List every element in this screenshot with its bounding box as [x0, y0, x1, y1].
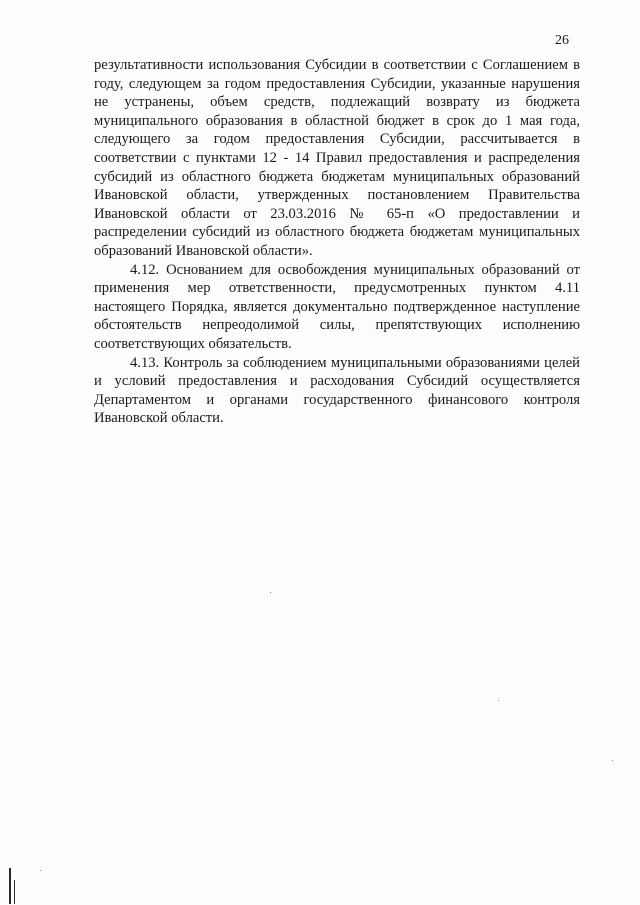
- paragraph-4-13: 4.13. Контроль за соблюдением муниципальными образованиями целей и условий предоставления и расходования Субсидий осуществляется Департаментом и органами государственного финансового контроля Ивановской области.: [94, 354, 580, 427]
- paragraph-continuation: результативности использования Субсидии в соответствии с Соглашением в году, следующем за годом предоставления Субсидии, указанные нарушения не устранены, объем средств, подлежащий возврату из бюджета муниципального образования в областной бюджет в срок до 1 мая года, следующего за годом предоставления Субсидии, рассчитывается в соответствии с пунктами 12 - 14 Правил предоставления и распределения субсидий из областного бюджета бюджетам муниципальных образований Ивановской области, утвержденных постановлением Правительства Ивановской области от 23.03.2016 № 65-п «О предоставлении и распределении субсидий из областного бюджета бюджетам муниципальных образований Ивановской области».: [94, 57, 580, 259]
- paragraph-4-12: 4.12. Основанием для освобождения муниципальных образований от применения мер ответственности, предусмотренных пунктом 4.11 настоящего Порядка, является документально подтвержденное наступление обстоятельств непреодолимой силы, препятствующих исполнению соответствующих обязательств.: [94, 261, 580, 352]
- scan-speck: [612, 760, 613, 761]
- document-body: [94, 56, 580, 428]
- scan-speck: [270, 592, 271, 593]
- scan-edge-mark: [9, 868, 11, 904]
- scan-speck: [498, 700, 499, 701]
- scan-speck: [40, 870, 41, 871]
- page-number: 26: [555, 33, 569, 48]
- scan-edge-mark: [14, 880, 15, 904]
